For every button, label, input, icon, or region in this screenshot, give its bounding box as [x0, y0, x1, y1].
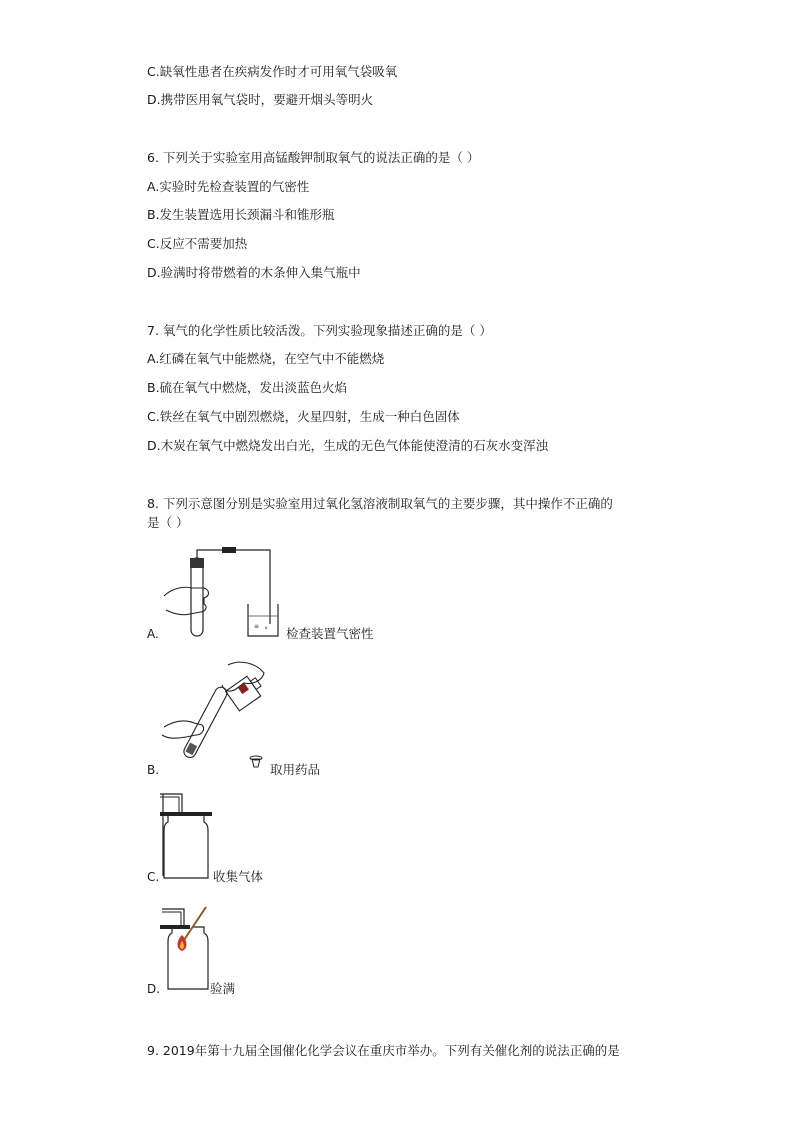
q6-option-c: C.反应不需要加热	[147, 236, 248, 251]
fullness-check-figure	[160, 905, 214, 993]
q5-option-d: D.携带医用氧气袋时，要避开烟头等明火	[147, 92, 374, 107]
q8-option-b-caption: 取用药品	[270, 762, 321, 777]
q7-option-a: A.红磷在氧气中能燃烧，在空气中不能燃烧	[147, 351, 385, 366]
q8-stem-line1: 8. 下列示意图分别是实验室用过氧化氢溶液制取氧气的主要步骤，其中操作不正确的	[147, 496, 613, 511]
q7-option-d: D.木炭在氧气中燃烧发出白光，生成的无色气体能使澄清的石灰水变浑浊	[147, 438, 549, 453]
q8-option-a-letter: A.	[147, 627, 159, 641]
q8-option-d-caption: 验满	[210, 981, 236, 996]
q8-stem-line2: 是（ ）	[147, 515, 189, 530]
svg-text:≡: ≡	[254, 623, 260, 630]
q9-stem: 9. 2019年第十九届全国催化化学会议在重庆市举办。下列有关催化剂的说法正确的是	[147, 1043, 620, 1058]
q6-option-b: B.发生装置选用长颈漏斗和锥形瓶	[147, 207, 335, 222]
q8-option-a-caption: 检查装置气密性	[286, 626, 374, 641]
q7-stem: 7. 氧气的化学性质比较活泼。下列实验现象描述正确的是（ ）	[147, 323, 492, 338]
svg-text:∘: ∘	[264, 624, 269, 632]
q6-option-a: A.实验时先检查装置的气密性	[147, 179, 310, 194]
reagent-pouring-figure	[160, 655, 270, 773]
q6-stem: 6. 下列关于实验室用高锰酸钾制取氧气的说法正确的是（ ）	[147, 150, 480, 165]
q7-option-c: C.铁丝在氧气中剧烈燃烧，火星四射，生成一种白色固体	[147, 409, 460, 424]
q8-option-b-letter: B.	[147, 763, 160, 777]
q8-option-d-letter: D.	[147, 982, 161, 996]
q8-option-c-caption: 收集气体	[213, 869, 264, 884]
q5-option-c: C.缺氧性患者在疾病发作时才可用氧气袋吸氧	[147, 64, 398, 79]
airtightness-check-figure	[160, 544, 285, 642]
gas-collection-figure	[158, 792, 214, 882]
q6-option-d: D.验满时将带燃着的木条伸入集气瓶中	[147, 265, 361, 280]
q7-option-b: B.硫在氧气中燃烧，发出淡蓝色火焰	[147, 380, 348, 395]
q8-option-c-letter: C.	[147, 870, 160, 884]
